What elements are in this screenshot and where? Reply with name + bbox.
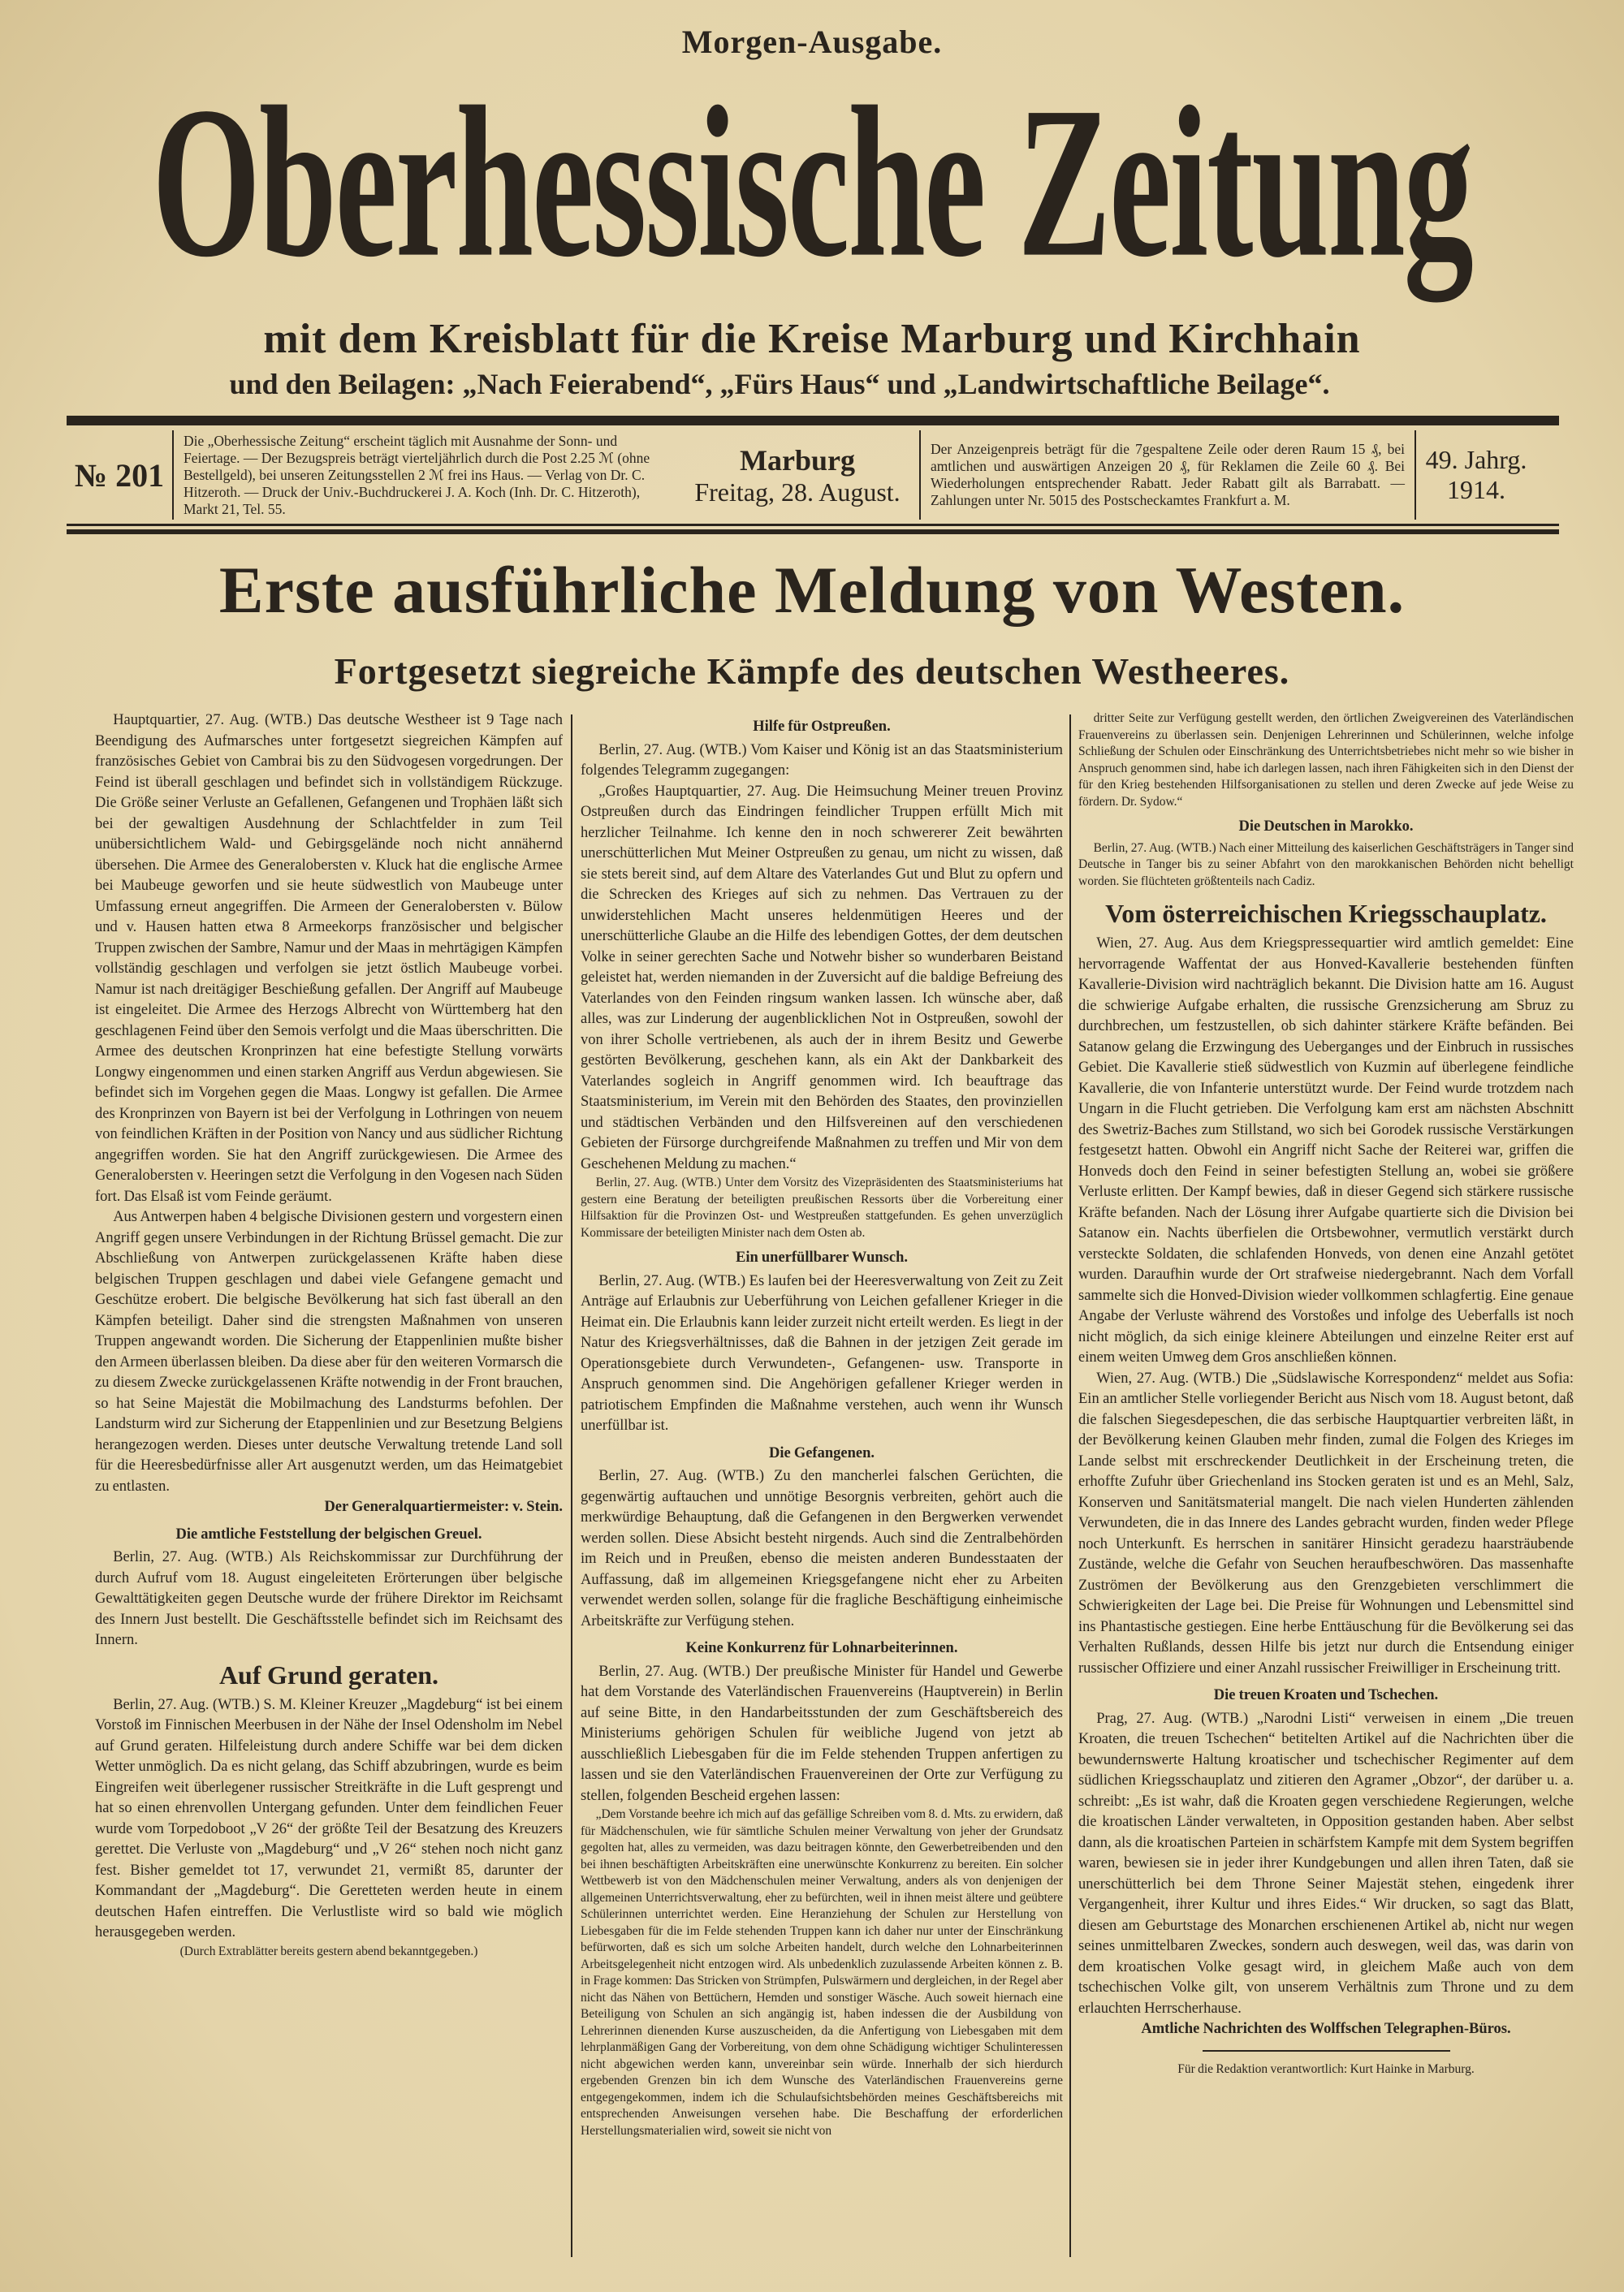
article-paragraph: Berlin, 27. Aug. (WTB.) S. M. Kleiner Kreuzer „Magdeburg“ ist bei einem Vorstoß im Finnischen Meerbusen in der Nähe der Insel Odensholm im Nebel auf Grund geraten. Hilfeleistung durch andere Schiffe war bei dem dicken Wetter unmöglich. Da es nicht gelang, das Schiff abzubringen, wurde es beim Eingreifen weit überlegener russischer Streitkräfte in die Luft gesprengt und hat so einen ehrenvollen Untergang gefunden. Unter dem feindlichen Feuer wurde vom Torpedoboot „V 26“ der größte Teil der Besatzung des Kreuzers gerettet. Die Verluste von „Magdeburg“ und „V 26“ stehen noch nicht ganz fest. Bisher gemeldet tot 17, verwundet 21, vermißt 85, darunter der Kommandant der „Magdeburg“. Die Geretteten werden heute in einem deutschen Hafen eintreffen. Die Verlustliste wird so bald wie möglich herausgegeben werden. xyxy=(95,1696,563,1940)
article-heading: Hilfe für Ostpreußen. xyxy=(753,719,891,735)
signature: Der Generalquartiermeister: v. Stein. xyxy=(324,1499,563,1515)
issue-date: Freitag, 28. August. xyxy=(694,477,901,507)
article-paragraph-small: Berlin, 27. Aug. (WTB.) Unter dem Vorsitz des Vizepräsidenten des Staatsministeriums hat gestern eine Beratung der beteiligten preußischen Ressorts über die Vorbereitung einer Hilfsaktion für die Provinzen Ost- und Westpreußen stattgefunden. Es gehen unverzüglich Kommissare der beteiligten Minister nach dem Osten ab. xyxy=(581,1176,1063,1240)
article-paragraph: Berlin, 27. Aug. (WTB.) Der preußische Minister für Handel und Gewerbe hat dem Vorstande des Vaterländischen Frauenvereins (Hauptverein) in Berlin auf seine Bitte, in den Handarbeitsstunden der zum Geschäftsbereich des Ministeriums gehörigen Schulen für weibliche Jugend von jetzt ab ausschließlich Liebesgaben für die im Felde stehenden Truppen anfertigen zu lassen und sie den Vaterländischen Frauenvereinen der Orte zur Verfügung zu stellen, folgenden Bescheid ergehen lassen: xyxy=(581,1663,1063,1804)
main-headline: Erste ausführliche Meldung von Westen. xyxy=(218,553,1406,627)
masthead-supplements: und den Beilagen: „Nach Feierabend“, „Fürs Haus“ und „Landwirtschaftliche Beilage“. xyxy=(229,368,1330,400)
subscription-info: Die „Oberhessische Zeitung“ erscheint täglich mit Ausnahme der Sonn- und Feiertage. — Der Bezugspreis beträgt vierteljährlich durch die Post 2.25 ℳ (ohne Bestellgeld), bei unseren Zeitungsstellen 2 ℳ frei ins Haus. — Verlag von Dr. C. Hitzeroth. — Druck der Univ.-Buchdruckerei J. A. Koch (Inh. Dr. C. Hitzeroth), Markt 21, Tel. 55. xyxy=(172,430,676,520)
masthead-info-strip xyxy=(67,430,1559,520)
article-paragraph-small: Berlin, 27. Aug. (WTB.) Nach einer Mitteilung des kaiserlichen Geschäftsträgers in Tanger sind Deutsche in Tanger bis zu seiner Abfahrt von den marokkanischen Behörden nicht behelligt worden. Sie flüchteten größtenteils nach Cadiz. xyxy=(1078,840,1574,888)
article-paragraph: Hauptquartier, 27. Aug. (WTB.) Das deutsche Westheer ist 9 Tage nach Beendigung des Aufmarsches unter fortgesetzt siegreichen Kämpfen auf französisches Gebiet von Cambrai bis zu den Südvogesen vorgedrungen. Der Feind ist überall geschlagen und befindet sich in vollständigem Rückzuge. Die Größe seiner Verluste an Gefallenen, Gefangenen und Trophäen läßt sich bei der gewaltigen Ausdehnung der Schlachtfelder in zum Teil unübersichtlichem Wald- und Gebirgsgelände noch nicht annähernd übersehen. Die Armee des Generalobersten v. Kluck hat die englische Armee bei Maubeuge geworfen und sie heute südwestlich von Maubeuge unter Umfassung erneut angegriffen. Die Armeen der Generalobersten v. Bülow und v. Hausen hatten etwa 8 Armeekorps französischer und belgischer Truppen zwischen der Sambre, Namur und der Maas in mehrtägigen Kämpfen vollständig geschlagen und verfolgen sie jetzt östlich Maubeuge vorbei. Namur ist nach dreitägiger Beschießung gefallen. Der Angriff auf Maubeuge ist eingeleitet. Die Armee des Herzogs Albrecht von Württemberg hat den geschlagenen Feind über den Semois verfolgt und die Maas überschritten. Die Armee des deutschen Kronprinzen hat eine befestigte Stellung vorwärts Longwy eingenommen und einen starken Angriff aus Verdun abgewiesen. Sie befindet sich im Vorgehen gegen die Maas. Longwy ist gefallen. Die Armee des Kronprinzen von Bayern ist bei der Verfolgung in Lothringen von neuem von feindlichen Kräften in der Position von Nancy und aus südlicher Richtung angegriffen worden. Sie hat den Angriff zurückgewiesen. Die Armee des Generalobersten v. Heeringen setzt die Verfolgung in den Vogesen nach Süden fort. Das Elsaß ist vom Feinde geräumt. xyxy=(95,712,563,1205)
year: 1914. xyxy=(1447,475,1505,504)
column-3 xyxy=(1078,710,1574,2078)
article-paragraph: Berlin, 27. Aug. (WTB.) Zu den mancherlei falschen Gerüchten, die gegenwärtig auftauchen und unnötige Besorgnis verbreiten, gehört auch die merkwürdige Behauptung, daß die Gefangenen in den Bergwerken verwendet werden sollen. Diese Absicht besteht nirgends. Auch sind die Zentralbehörden im Reich und in Preußen, ebenso die meisten anderen Bundesstaaten der Auffassung, daß im allgemeinen Kriegsgefangene nicht eher zu Arbeiten verwendet werden sollen, solange für die fragliche Beschäftigung einheimische Arbeitskräfte zur Verfügung stehen. xyxy=(581,1468,1063,1629)
article-paragraph: Aus Antwerpen haben 4 belgische Divisionen gestern und vorgestern einen Angriff gegen unsere Verbindungen in der Richtung Brüssel gemacht. Die zur Abschließung von Antwerpen zurückgelassenen Kräfte haben diese belgischen Truppen geschlagen und dabei viele Gefangene gemacht und Geschütze erobert. Die belgische Bevölkerung hat sich fast überall an den Kämpfen beteiligt. Daher sind die strengsten Maßnahmen von unseren Truppen angewandt worden. Die Sicherung der Etappenlinien mußte bisher den Armeen überlassen bleiben. Da diese aber für den weiteren Vormarsch die zu diesem Zwecke zurückgelassenen Kräfte notwendig in der Front brauchen, so hat Seine Majestät die Mobilmachung des Landsturms befohlen. Der Landsturm wird zur Sicherung der Etappenlinien und zur Besetzung Belgiens herangezogen werden. Dieses unter deutsche Verwaltung tretende Land soll für die Heeresbedürfnisse aller Art ausgenutzt werden, um das Heimatgebiet zu entlasten. xyxy=(95,1209,563,1495)
place-date xyxy=(676,430,919,520)
article-heading: Die treuen Kroaten und Tschechen. xyxy=(1213,1687,1439,1703)
article-paragraph: Prag, 27. Aug. (WTB.) „Narodni Listi“ verweisen in einem „Die treuen Kroaten, die treuen Tschechen“ betitelten Artikel auf die Nachrichten über die bewundernswerte Haltung kroatischer und tschechischer Regimenter auf dem südlichen Kriegsschauplatz und zitieren den Agramer „Obzor“, der darüber u. a. schreibt: „Es ist wahr, daß die Kroaten gegen verschiedene Regierungen, welche die kroatischen Länder verwalteten, in Opposition gestanden haben. Aber selbst dann, als die kroatischen Parteien in schärfstem Kampfe mit dem System begriffen waren, bewiesen sie in jeder ihrer Kundgebungen und allen ihren Taten, daß sie unerschütterlich bei dem Throne Seiner Majestät stehen, eingedenk ihrer Vergangenheit, ihrer Kultur und ihres Eides.“ Wir drucken, so sagt das Blatt, diesen am Geburtstage des Monarchen erschienenen Artikel ab, nicht nur wegen seines unmittelbaren Zweckes, sondern auch deswegen, weil das, was darin von dem kroatischen Volke gesagt wird, in gleichem Maße auch von dem tschechischen Volke gilt, von unserem Verhältnis zum Throne und zu dem erlauchten Herrscherhause. xyxy=(1078,1710,1574,2017)
article-paragraph-small: „Dem Vorstande beehre ich mich auf das gefällige Schreiben vom 8. d. Mts. zu erwidern, daß für Mädchenschulen, wie für sämtliche Schulen meiner Verwaltung von jeher der Grundsatz gegolten hat, alles zu vermeiden, was dazu beitragen könnte, den Gewerbetreibenden und den bei ihnen beschäftigten Arbeitskräften eine unerwünschte Konkurrenz zu bereiten. Ein solcher Wettbewerb ist von den Mädchenschulen meiner Verwaltung, anders als von denjenigen der allgemeinen Unterrichtsverwaltung, eher zu befürchten, weil in ihnen meist ältere und geübtere Schülerinnen unterrichtet werden. Eine Heranziehung der Schulen zur Herstellung von Liebesgaben für die im Felde stehenden Truppen kann ich daher nur unter der Einschränkung befürworten, daß es sich um solche Arbeiten handelt, durch welche den Lohnarbeiterinnen Arbeitsgelegenheit nicht entzogen wird. Als unbedenklich zuzulassende Arbeiten können z. B. in Frage kommen: Das Stricken von Strümpfen, Pulswärmern und dergleichen, in der Regel aber nicht das Nähen von Bettüchern, Hemden und sonstiger Wäsche. Auch soweit hiernach eine Beteiligung von Schulen an sich angängig ist, haben indessen die der Ausbildung von Lehrerinnen dienenden Kurse auszuscheiden, da die Anfertigung von Liebesgaben mit dem lehrplanmäßigen Gang der Vorbereitung, von dem ohne Schädigung wichtiger Schulinteressen nicht abgewichen werden kann, unvereinbar sein würde. Innerhalb der sich hierdurch ergebenden Grenzen bin ich dem Wunsche des Vaterländischen Frauenvereins gerne entgegengekommen, indem ich die Schulaufsichtsbehörden meines Geschäftsbereichs mit entsprechenden Anweisungen versehen habe. Die Beschaffung der erforderlichen Herstellungsmaterialien wird, soweit sie nicht von xyxy=(581,1807,1063,2138)
divider xyxy=(1203,2050,1450,2052)
article-paragraph: „Großes Hauptquartier, 27. Aug. Die Heimsuchung Meiner treuen Provinz Ostpreußen durch das Eindringen feindlicher Truppen erfüllt Mich mit herzlicher Teilnahme. Ich kenne den in noch schwererer Zeit bewährten unerschütterlichen Mut Meiner Ostpreußen zu genau, um nicht zu wissen, daß sie stets bereit sind, auf dem Altare des Vaterlandes Gut und Blut zu opfern und die Schrecken des Krieges auf sich zu nehmen. Das Vertrauen zu der unwiderstehlichen Macht unseres heldenmütigen Heeres und der unerschütterliche Glaube an die Hilfe des lebendigen Gottes, der dem deutschen Volke in seiner gerechten Sache und Notwehr bisher so wunderbaren Beistand geleistet hat, werden niemanden in der Zuversicht auf die baldige Befreiung des Vaterlandes von den Feinden ringsum wanken lassen. Ich wünsche aber, daß alles, was zur Linderung der augenblicklichen Not in Ostpreußen, sowohl der von ihrer Scholle vertriebenen, als auch der in ihrem Besitz und Gewerbe gestörten Bevölkerung, geschehen kann, als ein Akt der Dankbarkeit des Vaterlandes sogleich in Angriff genommen wird. Ich beauftrage das Staatsministerium, im Verein mit den Behörden des Staates, den provinziellen und städtischen Verbänden und den Hilfsvereinen auf den verschiedenen Gebieten der Fürsorge durchgreifende Maßnahmen zu treffen und Mir von dem Geschehenen Meldung zu machen.“ xyxy=(581,783,1063,1172)
section-heading: Auf Grund geraten. xyxy=(218,1660,439,1690)
note: Für die Redaktion verantwortlich: Kurt Hainke in Marburg. xyxy=(1177,2061,1475,2076)
issue-number: № 201 xyxy=(74,456,165,494)
column-divider xyxy=(571,714,572,2257)
source-note: Amtliche Nachrichten des Wolffschen Telegraphen-Büros. xyxy=(1141,2021,1511,2037)
note: (Durch Extrablätter bereits gestern abend bekanntgegeben.) xyxy=(179,1944,478,1958)
article-paragraph: Wien, 27. Aug. (WTB.) Die „Südslawische Korrespondenz“ meldet aus Sofia: Ein an amtlicher Stelle vorliegender Bericht aus Nisch vom 18. August betont, daß die falschen Siegesdepeschen, die das serbische Hauptquartier verbreiten läßt, in der Bevölkerung keinen Glauben mehr finden, zumal die Folgen des Krieges im Lande selbst mit erschreckender Deutlichkeit in der Erscheinung treten, die erhoffte Zufuhr über Griechenland ins Stocken geraten ist und es an Mehl, Salz, Konserven und Sanitätsmaterial mangelt. Die nach vielen Hunderten zählenden Verwundeten, die in das Innere des Landes gebracht wurden, finden weder Pflege noch Unterkunft. Es herrschen in sanitärer Hinsicht geradezu haarsträubende Zustände, welche die Gefahr von Seuchen heraufbeschwören. Das massenhafte Zuströmen der Bevölkerung aus den Grenzgebieten verschlimmert die Schwierigkeiten der Lage bei. Die Preise für Wohnungen und Lebensmittel sind ins Phantastische gestiegen. Eine herbe Enttäuschung für die Bevölkerung sei das Verhalten Rußlands, dessen Hilfe bis jetzt nur durch die Entsendung einiger russischer Offiziere und einer Anzahl russischer Freiwilliger in Erscheinung tritt. xyxy=(1078,1370,1574,1677)
article-paragraph: Berlin, 27. Aug. (WTB.) Vom Kaiser und König ist an das Staatsministerium folgendes Telegramm zugegangen: xyxy=(581,741,1063,779)
article-heading: Die amtliche Feststellung der belgischen Greuel. xyxy=(175,1526,482,1543)
article-paragraph: Berlin, 27. Aug. (WTB.) Es laufen bei der Heeresverwaltung von Zeit zu Zeit Anträge auf Erlaubnis zur Ueberführung von Leichen gefallener Krieger in die Heimat ein. Die Erlaubnis kann leider zurzeit nicht erteilt werden. Es liegt in der Natur des Kriegsverhältnisses, daß die Bahnen in der jetzigen Zeit gerade im Operationsgebiete durch Verwundeten-, Gefangenen- usw. Transporte in Anspruch genommen sind. Die Angehörigen gefallener Krieger werden in patriotischem Empfinden die Maßnahme verstehen, auch wenn ihr Wunsch unerfüllbar ist. xyxy=(581,1272,1063,1434)
newspaper-title: Oberhessische Zeitung xyxy=(152,63,1472,303)
masthead-subtitle: mit dem Kreisblatt für die Kreise Marburg und Kirchhain xyxy=(263,316,1361,362)
column-2 xyxy=(581,710,1063,2139)
article-paragraph-small: dritter Seite zur Verfügung gestellt werden, den örtlichen Zweigvereinen des Vaterländischen Frauenvereins zu überlassen sein. Denjenigen Lehrerinnen und Schülerinnen, welche infolge Schließung der Schulen oder Einschränkung des Unterrichtsbetriebes nicht mehr so wie bisher in Anspruch genommen sind, habe ich darlegen lassen, nach ihren Fähigkeiten sich in den Dienst der für den Krieg bestehenden Hilfsorganisationen zu stellen und deren Zwecke auf jede Weise zu fördern. Dr. Sydow.“ xyxy=(1078,711,1574,809)
masthead-rule-bottom xyxy=(67,524,1559,526)
column-1 xyxy=(95,710,563,1960)
article-heading: Ein unerfüllbarer Wunsch. xyxy=(736,1250,908,1266)
masthead-rule-top xyxy=(67,416,1559,425)
article-heading: Keine Konkurrenz für Lohnarbeiterinnen. xyxy=(685,1640,958,1656)
masthead-rule-bottom-thick xyxy=(67,529,1559,534)
sub-headline: Fortgesetzt siegreiche Kämpfe des deutschen Westheeres. xyxy=(334,650,1290,692)
advertising-info: Der Anzeigenpreis beträgt für die 7gespaltene Zeile oder deren Raum 15 ₰, bei amtlichen und auswärtigen Anzeigen 20 ₰, für Reklamen die Zeile 60 ₰. Bei Wiederholungen entsprechender Rabatt. Jeder Rabatt gilt als Barrabatt. — Zahlungen unter Nr. 5015 des Postscheckamtes Frankfurt a. M. xyxy=(919,430,1415,520)
article-heading: Die Gefangenen. xyxy=(768,1444,875,1461)
article-paragraph: Wien, 27. Aug. Aus dem Kriegspressequartier wird amtlich gemeldet: Eine hervorragende Waffentat der aus Honved-Kavallerie bestehenden fünften Kavallerie-Division wird nachträglich bekannt. Die Division hatte am 16. August die schwierige Aufgabe erhalten, die russische Grenzsicherung am Sbruz zu durchbrechen, um festzustellen, ob sich dahinter stärkere Kräfte befänden. Bei Satanow gelang die Erzwingung des Ueberganges und der Einbruch in russisches Gebiet. Die Kavallerie stieß südwestlich von Kuzmin auf überlegene feindliche Kavallerie, die von Infanterie unterstützt wurde. Der Feind wurde trotzdem nach Ungarn in die Flucht getrieben. Die Verfolgung kam erst am nächsten Abschnitt des Swetriz-Baches zum Stillstand, wo sich bei Gorodek russische Verstärkungen festgesetzt hatten. Obwohl ein Angriff nicht Sache der Reiterei war, griffen die Honveds doch den Feind in seiner befestigten Stellung an, wobei sie größere Verluste erlitten. Der Kampf bewies, daß in dieser Gegend sich stärkere russische Kräfte befanden. Nach der Lösung ihrer Aufgabe quartierte sich die Division bei Satanow ein. Nachts überfielen die Ortsbewohner, vermutlich verstärkt durch versteckte Soldaten, die schlafenden Honveds, von denen eine Anzahl getötet wurden. Daraufhin wurde der Ort strafweise niedergebrannt. Nach dem Vorfall sammelte sich die Honved-Division wieder vollkommen schlagfertig. Eine genaue Angabe der Verluste während des Vorstoßes und infolge des Ueberfalls ist noch nicht möglich, da sich einige kleinere Abteilungen und einzelne Reiter erst auf einem weiten Umweg dem Gros anschließen können. xyxy=(1078,935,1574,1366)
section-heading: Vom österreichischen Kriegsschauplatz. xyxy=(1105,899,1547,928)
volume: 49. Jahrg. xyxy=(1425,445,1527,474)
article-paragraph: Berlin, 27. Aug. (WTB.) Als Reichskommissar zur Durchführung der durch Aufruf vom 18. August eingeleiteten Erörterungen über belgische Gewalttätigkeiten gegen Deutsche wurde der frühere Direktor im Reichsamt des Innern Just bestellt. Die Geschäftsstelle befindet sich im Reichsamt des Innern. xyxy=(95,1549,563,1648)
city: Marburg xyxy=(740,443,855,477)
volume-year xyxy=(1415,430,1536,520)
article-heading: Die Deutschen in Marokko. xyxy=(1238,818,1414,835)
column-divider xyxy=(1069,714,1071,2257)
edition-label: Morgen-Ausgabe. xyxy=(681,24,943,60)
